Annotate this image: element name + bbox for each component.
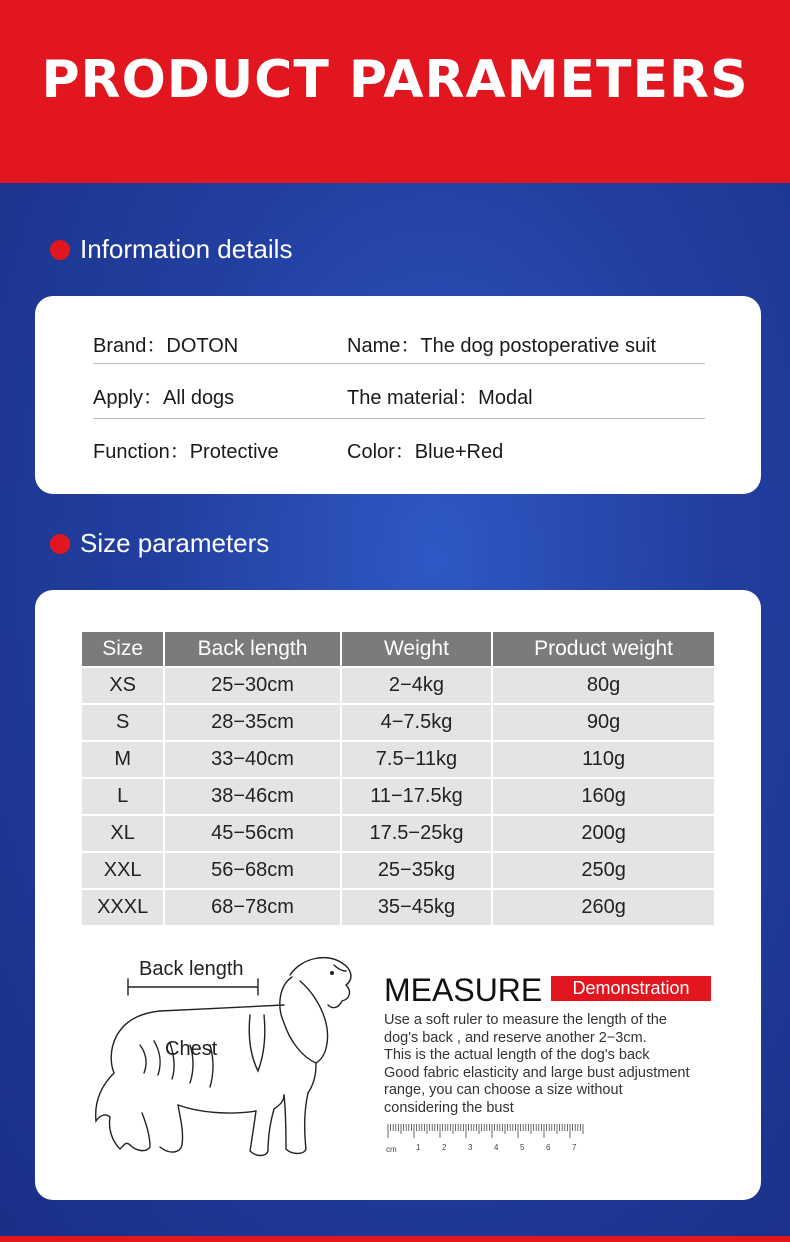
page-title: PRODUCT PARAMETERS — [41, 50, 749, 110]
table-row — [82, 742, 714, 777]
cell: XXL — [82, 853, 163, 888]
table-row — [82, 816, 714, 851]
cell: 7.5−11kg — [342, 742, 491, 777]
table-row — [82, 890, 714, 925]
cell: 260g — [493, 890, 714, 925]
measure-title: MEASURE — [384, 972, 543, 1008]
chest-label: Chest — [165, 1038, 218, 1060]
size-table — [80, 630, 716, 927]
info-card — [35, 296, 761, 494]
ruler-icon — [384, 1122, 589, 1156]
ruler-unit: cm — [386, 1145, 397, 1154]
info-section-title — [50, 234, 292, 265]
bottom-accent-bar — [0, 1236, 790, 1242]
cell: S — [82, 705, 163, 740]
cell: 4−7.5kg — [342, 705, 491, 740]
dog-hind-leg — [130, 1113, 150, 1151]
size-section-title — [50, 528, 269, 559]
ruler-label: 3 — [468, 1143, 473, 1152]
size-section-label: Size parameters — [80, 528, 270, 558]
cell: 28−35cm — [165, 705, 339, 740]
header-product-weight: Product weight — [493, 632, 714, 666]
dog-tail-hind — [96, 1073, 130, 1149]
instruction-line: dog's back , and reserve another 2−3cm. — [384, 1029, 647, 1046]
cell: 2−4kg — [342, 668, 491, 703]
cell: 45−56cm — [165, 816, 339, 851]
dog-hind-leg-2 — [160, 1105, 183, 1152]
dog-front-leg-2 — [284, 1093, 308, 1154]
ruler-label: 5 — [520, 1143, 525, 1152]
cell: 80g — [493, 668, 714, 703]
instruction-line: considering the bust — [384, 1099, 514, 1116]
info-color: Color：Blue+Red — [347, 441, 504, 463]
size-card — [35, 590, 761, 1200]
info-name: Name：The dog postoperative suit — [347, 335, 657, 357]
info-brand: Brand：DOTON — [93, 335, 239, 357]
table-row — [82, 853, 714, 888]
cell: XL — [82, 816, 163, 851]
ruler-label: 1 — [416, 1143, 421, 1152]
dog-ear — [280, 977, 328, 1063]
header-back-length: Back length — [165, 632, 339, 666]
cell: 33−40cm — [165, 742, 339, 777]
instruction-line: Good fabric elasticity and large bust adjustment — [384, 1064, 690, 1081]
cell: 38−46cm — [165, 779, 339, 814]
instruction-line: This is the actual length of the dog's back — [384, 1047, 650, 1063]
bullet-dot-icon — [50, 240, 70, 260]
info-function: Function：Protective — [93, 441, 279, 463]
cell: 160g — [493, 779, 714, 814]
cell: 25−30cm — [165, 668, 339, 703]
cell: 90g — [493, 705, 714, 740]
instruction-line: Use a soft ruler to measure the length of the — [384, 1012, 667, 1028]
dog-head — [290, 958, 351, 1008]
ruler-label: 2 — [442, 1143, 447, 1152]
info-divider — [93, 418, 705, 419]
table-row — [82, 705, 714, 740]
header-banner — [0, 0, 790, 183]
ruler-label: 4 — [494, 1143, 499, 1152]
demonstration-badge: Demonstration — [551, 976, 711, 1001]
ruler-label: 7 — [572, 1143, 577, 1152]
cell: XXXL — [82, 890, 163, 925]
cell: XS — [82, 668, 163, 703]
bullet-dot-icon — [50, 534, 70, 554]
header-size: Size — [82, 632, 163, 666]
info-divider — [93, 363, 705, 364]
ruler-label: 6 — [546, 1143, 551, 1152]
cell: 17.5−25kg — [342, 816, 491, 851]
dog-front-leg — [250, 1109, 274, 1156]
cell: 250g — [493, 853, 714, 888]
instruction-line: range, you can choose a size without — [384, 1082, 623, 1098]
info-material: The material：Modal — [347, 387, 533, 409]
cell: 25−35kg — [342, 853, 491, 888]
cell: L — [82, 779, 163, 814]
cell: 35−45kg — [342, 890, 491, 925]
back-length-label: Back length — [139, 958, 244, 980]
cell: M — [82, 742, 163, 777]
measure-instructions — [384, 1012, 724, 1117]
cell: 56−68cm — [165, 853, 339, 888]
cell: 68−78cm — [165, 890, 339, 925]
cell: 110g — [493, 742, 714, 777]
cell: 200g — [493, 816, 714, 851]
table-row — [82, 779, 714, 814]
dog-belly — [178, 1105, 256, 1113]
info-apply: Apply：All dogs — [93, 387, 235, 409]
cell: 11−17.5kg — [342, 779, 491, 814]
size-table-header — [82, 632, 714, 666]
header-weight: Weight — [342, 632, 491, 666]
chest-line — [249, 1015, 264, 1071]
info-section-label: Information details — [80, 234, 293, 264]
table-row — [82, 668, 714, 703]
